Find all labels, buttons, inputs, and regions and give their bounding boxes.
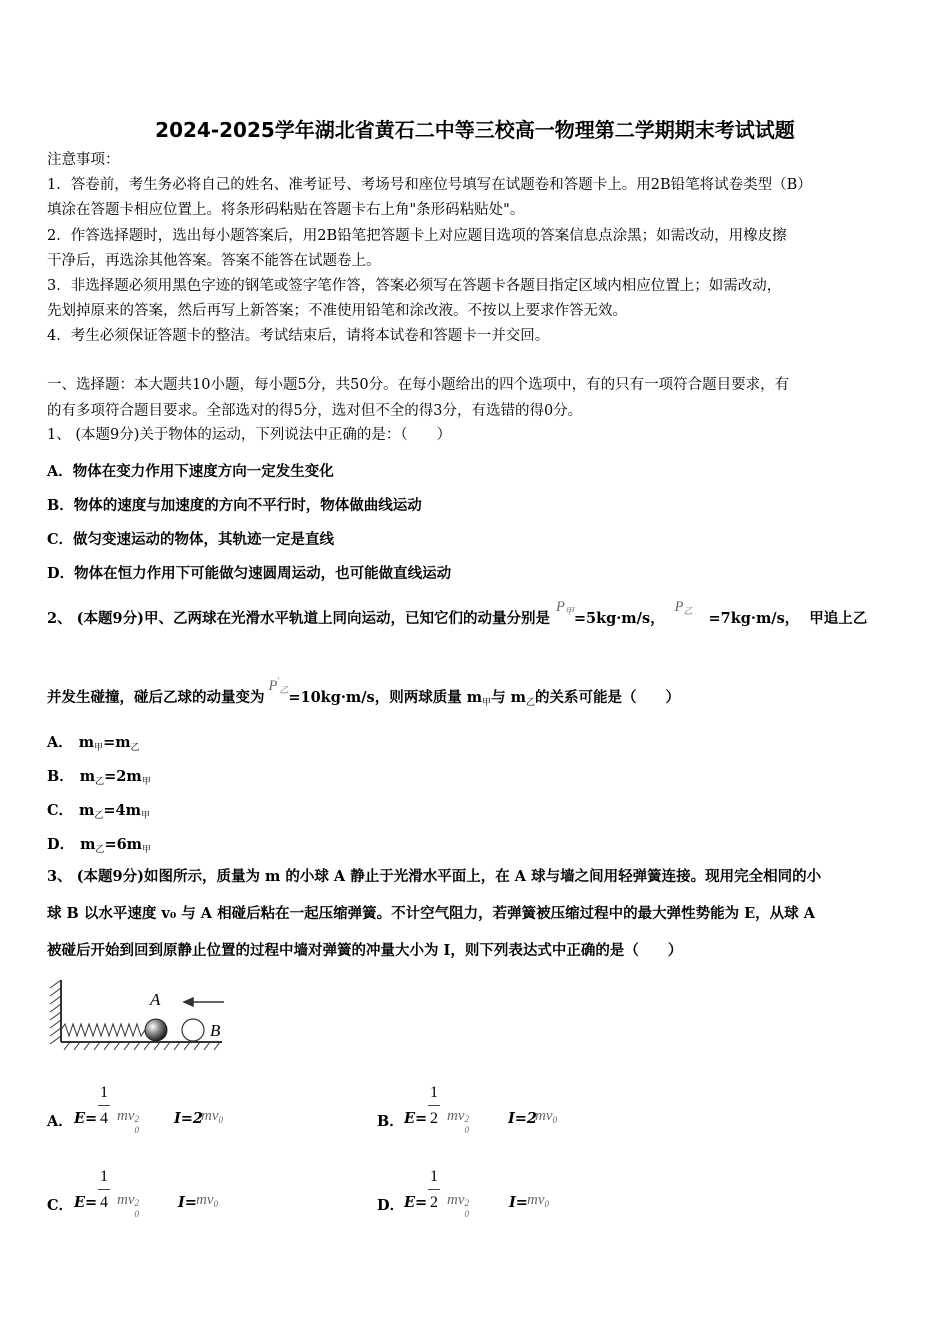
frac-line: [428, 1189, 440, 1190]
section-line: 的有多项符合题目要求。全部选对的得5分，选对但不全的得3分，有选错的得0分。: [47, 403, 583, 419]
frac-num: 1: [430, 1168, 438, 1185]
ball-a: [145, 1019, 167, 1041]
mv-squared: mv 0 2: [447, 1192, 469, 1219]
mv: $mv_0$: [535, 1108, 557, 1125]
impulse-eq: I=2: [174, 1110, 204, 1127]
notice-line: 2．作答选择题时，选出每小题答案后，用2B铅笔把答题卡上对应题目选项的答案信息点涂黑；如需改动，用橡皮擦: [47, 228, 787, 244]
option-d: D．物体在恒力作用下可能做匀速圆周运动，也可能做直线运动: [47, 565, 452, 582]
question-stem: [47, 599, 868, 633]
momentum-yi-symbol: $P_乙$: [674, 599, 693, 616]
mv: $mv_0$: [196, 1192, 218, 1209]
option-a: A．物体在变力作用下速度方向一定发生变化: [47, 463, 334, 480]
frac-den: 4: [100, 1110, 108, 1127]
spring: [61, 1024, 145, 1036]
frac-line: [428, 1105, 440, 1106]
impulse-eq: I=2: [508, 1110, 538, 1127]
option-label: B．: [377, 1113, 404, 1130]
option-d: D． $m_乙=6m_甲$: [47, 836, 152, 855]
option-label: D．: [377, 1197, 405, 1214]
ball-b: [182, 1019, 204, 1041]
option-a: A． $m_甲=m_乙$: [47, 734, 140, 753]
mv: $mv_0$: [201, 1108, 223, 1125]
frac-den: 4: [100, 1194, 108, 1211]
energy-eq: E=: [74, 1194, 98, 1211]
stem-text: 并发生碰撞，碰后乙球的动量变为: [47, 689, 265, 706]
mv-squared: mv 0 2: [117, 1192, 139, 1219]
frac-num: 1: [100, 1084, 108, 1101]
floor: [61, 1042, 222, 1050]
option-label: C．: [47, 1197, 74, 1214]
impulse-eq: I=: [509, 1194, 528, 1211]
mv-squared: mv 0 2: [117, 1108, 139, 1135]
question-stem: 1、 (本题9分)关于物体的运动，下列说法中正确的是：（ ）: [47, 427, 452, 443]
frac-line: [98, 1105, 110, 1106]
momentum-yi-after-value: =10kg·m/s，则两球质量 m: [288, 689, 483, 706]
notice-line: 干净后，再选涂其他答案。答案不能答在试题卷上。: [47, 253, 381, 269]
option-b: B． $m_乙=2m_甲$: [47, 768, 151, 787]
energy-eq: E=: [404, 1110, 428, 1127]
frac-den: 2: [430, 1194, 438, 1211]
mv: $mv_0$: [527, 1192, 549, 1209]
option-c: C． $m_乙=4m_甲$: [47, 802, 151, 821]
notice-line: 1．答卷前，考生务必将自己的姓名、准考证号、考场号和座位号填写在试题卷和答题卡上。用2B铅笔将试卷类型（B）: [47, 177, 812, 193]
question-stem-cont: 并发生碰撞，碰后乙球的动量变为$P'_乙=10kg\cdot m/s$，则两球质量 $m_甲$与 $m_乙$的关系可能是（ ）: [47, 676, 681, 708]
frac-den: 2: [430, 1110, 438, 1127]
notice-line: 填涂在答题卡相应位置上。将条形码粘贴在答题卡右上角"条形码粘贴处"。: [47, 202, 525, 218]
label-b: B: [210, 1021, 221, 1040]
section-line: 一、选择题：本大题共10小题，每小题5分，共50分。在每小题给出的四个选项中，有的只有一项符合题目要求，有: [47, 377, 790, 393]
wall: [50, 980, 61, 1044]
option-label: A．: [47, 1113, 73, 1130]
notice-line: 先划掉原来的答案，然后再写上新答案；不准使用铅笔和涂改液。不按以上要求作答无效。: [47, 303, 627, 319]
mv-squared: mv 0 2: [447, 1108, 469, 1135]
impulse-eq: I=: [178, 1194, 197, 1211]
stem-text: 2、 (本题9分)甲、乙两球在光滑水平轨道上同向运动，已知它们的动量分别是: [47, 610, 550, 627]
momentum-jia-symbol: $P_甲$: [555, 599, 574, 616]
momentum-jia-value: =5kg·m/s，: [573, 610, 665, 627]
frac-num: 1: [430, 1084, 438, 1101]
notice-line: 3．非选择题必须用黑色字迹的钢笔或签字笔作答，答案必须写在答题卡各题目指定区域内相应位置上；如需改动，: [47, 278, 782, 294]
stem-text: 甲追上乙: [809, 610, 868, 627]
notice-line: 4．考生必须保证答题卡的整洁。考试结束后，请将本试卷和答题卡一并交回。: [47, 328, 550, 344]
momentum-yi-value: =7kg·m/s，: [708, 610, 800, 627]
question-stem: 球 B 以水平速度 v₀ 与 A 相碰后粘在一起压缩弹簧。不计空气阻力，若弹簧被压缩过程中的最大弹性势能为 E，从球 A: [47, 905, 815, 922]
arrow-left-icon: [184, 998, 224, 1006]
option-c: C．做匀变速运动的物体，其轨迹一定是直线: [47, 531, 335, 548]
question-stem: 3、 (本题9分)如图所示，质量为 m 的小球 A 静止于光滑水平面上，在 A 球与墙之间用轻弹簧连接。现用完全相同的小: [47, 868, 822, 885]
option-b: B．物体的速度与加速度的方向不平行时，物体做曲线运动: [47, 497, 422, 514]
label-a: A: [150, 990, 161, 1009]
spring-diagram: [46, 978, 228, 1054]
page-title: 2024-2025学年湖北省黄石二中等三校高一物理第二学期期末考试试题: [155, 118, 795, 142]
momentum-yi-after-symbol: $P'_乙$: [268, 676, 289, 695]
question-stem: 被碰后开始到回到原静止位置的过程中墙对弹簧的冲量大小为 I，则下列表达式中正确的是（ ）: [47, 942, 683, 959]
notice-heading: 注意事项：: [47, 152, 120, 168]
frac-line: [98, 1189, 110, 1190]
frac-num: 1: [100, 1168, 108, 1185]
energy-eq: E=: [404, 1194, 428, 1211]
energy-eq: E=: [74, 1110, 98, 1127]
